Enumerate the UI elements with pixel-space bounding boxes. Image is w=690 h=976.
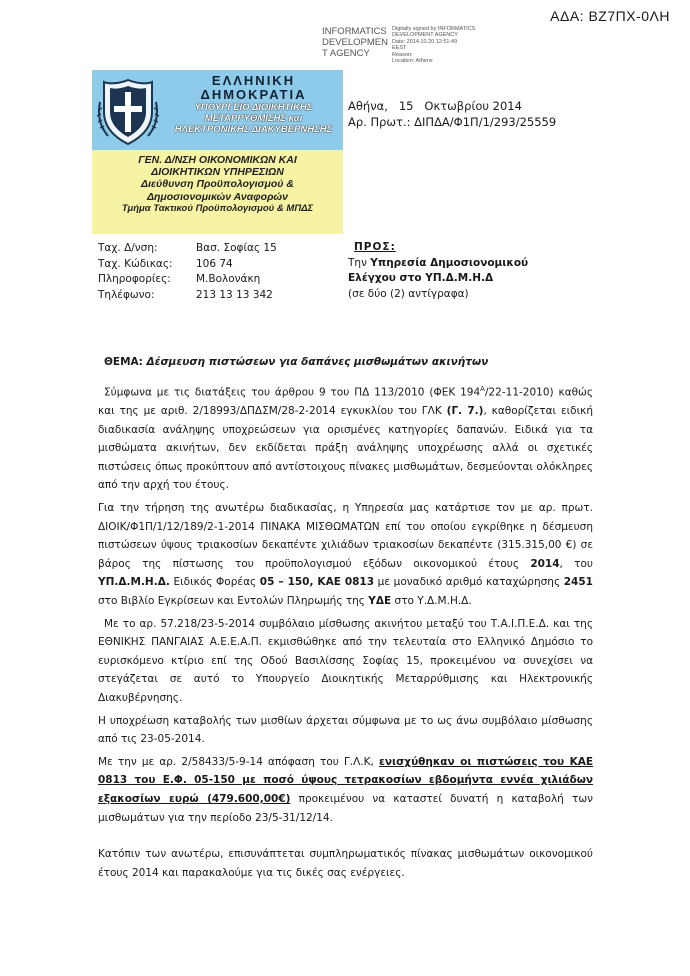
ministry-line: ΥΠΟΥΡΓΕΙΟ ΔΙΟΙΚΗΤΙΚΗΣ bbox=[194, 102, 313, 113]
contact-label: Ταχ. Κώδικας: bbox=[98, 257, 173, 270]
text-run: , του bbox=[559, 557, 594, 570]
department-line: Τμήμα Τακτικού Προϋπολογισμού & ΜΠΔΣ bbox=[121, 203, 314, 214]
contact-row bbox=[98, 257, 277, 273]
recipient-prefix: Την bbox=[348, 256, 371, 269]
contact-label: Πληροφορίες: bbox=[98, 273, 171, 285]
contact-row bbox=[98, 241, 277, 257]
signature-line: Digitally signed by INFORMATICS bbox=[392, 26, 476, 32]
letterhead-directorate bbox=[92, 154, 343, 215]
signature-line: Date: 2014.10.20 12:51:49 bbox=[392, 38, 458, 45]
contact-label: Τηλέφωνο: bbox=[98, 288, 155, 301]
contact-row bbox=[98, 272, 277, 288]
ministry-line: ΜΕΤΑΡΡΥΘΜΙΣΗΣ και bbox=[204, 113, 303, 124]
text-run-bold: 05 – 150, ΚΑΕ 0813 bbox=[259, 576, 375, 589]
contact-value: Βασ. Σοφίας 15 bbox=[196, 242, 277, 254]
directorate-line: ΔΙΟΙΚΗΤΙΚΩΝ ΥΠΗΡΕΣΙΩΝ bbox=[151, 166, 284, 178]
contact-value: 106 74 bbox=[196, 257, 233, 270]
contact-value: Μ.Βολονάκη bbox=[196, 273, 261, 285]
text-run: Με την με αρ. 2/58433/5-9-14 απόφαση του Γ.Λ.Κ, bbox=[98, 755, 380, 768]
country-line-1: ΕΛΛΗΝΙΚΗ bbox=[211, 73, 296, 88]
signature-line: EEST bbox=[392, 45, 407, 52]
sub-directorate-line: Δημοσιονομικών Αναφορών bbox=[146, 190, 289, 203]
text-run: Για την τήρηση της ανωτέρω διαδικασίας, η Υπηρεσία μας κατάρτισε τον με αρ. πρωτ. ΔΙΟΙΚ/Φ1Π/1/12/189/2-1-2014 ΠΙΝΑΚΑ ΜΙΣΘΩΜΑΤΩΝ επί του οποίου εγκρίθηκε η δέσμευση πιστώσεων ύψους τριακοσίων δεκαπέντε χιλιάδων τριακοσίων δεκαπέντε (315.315,00 €) σε βάρος της πίστωσης του προϋπολογισμού εξόδων οικονομικού έτους bbox=[98, 502, 593, 570]
text-run: προκειμένου να καταστεί δυνατή η καταβολή των μισθωμάτων για την περίοδο 23/5-31/12/14. bbox=[98, 792, 594, 824]
greek-coat-of-arms-icon bbox=[92, 72, 164, 150]
text-run-bold-underlined: ενισχύθηκαν οι πιστώσεις του ΚΑΕ 0813 του Ε.Φ. 05-150 με ποσό ύψους τετρακοσίων εβδομήντα εννέα χιλιάδων εξακοσίων ευρώ (479.600,00€) bbox=[98, 755, 593, 805]
recipient-block bbox=[348, 240, 528, 302]
directorate-line: ΓΕΝ. Δ/ΝΣΗ ΟΙΚΟΝΟΜΙΚΩΝ ΚΑΙ bbox=[138, 154, 297, 166]
text-run-bold: ΥΔΕ bbox=[368, 595, 392, 608]
text-run: , καθορίζεται ειδική διαδικασία ανάληψης υποχρεώσεων για ορισμένες κατηγορίες δαπανών. Ειδικά για τα μισθώματα ακινήτων, δεν εκδίδεται πράξη ανάληψης υποχρέωσης αλλά οι σχετικές πιστώσεις όπως προκύπτουν από αντίστοιχους πίνακες μισθωμάτων, δεσμεύονται ολόκληρες από την αρχή του έτους. bbox=[98, 405, 593, 492]
protocol-number: Αρ. Πρωτ.: ΔΙΠΔΑ/Φ1Π/1/293/25559 bbox=[348, 115, 557, 129]
recipient-line: Ελέγχου στο ΥΠ.Δ.Μ.Η.Δ bbox=[348, 272, 494, 284]
paragraph bbox=[98, 499, 593, 611]
country-line-2: ΔΗΜΟΚΡΑΤΙΑ bbox=[200, 87, 307, 102]
signature-line: Reason: bbox=[392, 51, 413, 58]
subject-line bbox=[104, 356, 488, 368]
signature-line: Location: Athens bbox=[392, 58, 433, 65]
signature-organization: INFORMATICS DEVELOPMEN T AGENCY bbox=[322, 26, 388, 59]
text-run: στο Βιβλίο Εγκρίσεων και Εντολών Πληρωμής της bbox=[98, 595, 369, 608]
signature-line: DEVELOPMENT AGENCY bbox=[392, 32, 458, 39]
subject-label: ΘΕΜΑ: bbox=[104, 356, 147, 368]
text-run: στο Υ.Δ.Μ.Η.Δ. bbox=[391, 595, 472, 608]
contact-value: 213 13 13 342 bbox=[196, 288, 273, 301]
letterhead-country bbox=[164, 74, 343, 135]
subject-text: Δέσμευση πιστώσεων για δαπάνες μισθωμάτων ακινήτων bbox=[146, 356, 489, 368]
paragraph bbox=[98, 380, 593, 495]
contact-row bbox=[98, 288, 277, 304]
recipient-title: ΠΡΟΣ: bbox=[354, 241, 396, 253]
text-run: Σύμφωνα με τις διατάξεις του άρθρου 9 του ΠΔ 113/2010 (ΦΕΚ 194 bbox=[104, 386, 481, 399]
ada-code: ΑΔΑ: ΒΖ7ΠΧ-0ΛΗ bbox=[550, 8, 670, 24]
date-block bbox=[348, 98, 556, 130]
contact-block bbox=[98, 241, 277, 303]
superscript: Α bbox=[480, 385, 485, 393]
text-run-bold: 2451 bbox=[563, 576, 593, 589]
text-run-bold: ΥΠ.Δ.Μ.Η.Δ. bbox=[98, 576, 170, 589]
sub-directorate-line: Διεύθυνση Προϋπολογισμού & bbox=[141, 178, 294, 190]
ministry-line: ΗΛΕΚΤΡΟΝΙΚΗΣ ΔΙΑΚΥΒΕΡΝΗΣΗΣ bbox=[174, 124, 333, 135]
paragraph: Η υποχρέωση καταβολής των μισθίων άρχεται σύμφωνα με το ως άνω συμβόλαιο μίσθωσης από τις 23-05-2014. bbox=[98, 714, 593, 746]
text-run-bold: (Γ. 7.) bbox=[446, 405, 484, 418]
text-run: Ειδικός Φορέας bbox=[169, 576, 260, 589]
recipient-service: Υπηρεσία Δημοσιονομικού bbox=[370, 256, 529, 269]
text-run-bold: 2014 bbox=[530, 557, 560, 570]
recipient-copies: (σε δύο (2) αντίγραφα) bbox=[348, 287, 469, 300]
text-run: με μοναδικό αριθμό καταχώρησης bbox=[374, 576, 564, 589]
text-run: /22-11-2010) καθώς και της με αριθ. 2/18993/ΔΠΔΣΜ/28-2-2014 εγκυκλίου του ΓΛΚ bbox=[98, 386, 593, 418]
paragraph bbox=[98, 753, 593, 827]
paragraph: Κατόπιν των ανωτέρω, επισυνάπτεται συμπληρωματικός πίνακας μισθωμάτων οικονομικού έτους 2014 και παρακαλούμε για τις δικές σας ενέργειες. bbox=[98, 848, 593, 879]
document-date: Αθήνα, 15 Οκτωβρίου 2014 bbox=[348, 99, 522, 113]
recipient-line bbox=[348, 256, 528, 272]
paragraph: Με το αρ. 57.218/23-5-2014 συμβόλαιο μίσθωσης ακινήτου μεταξύ του Τ.Α.Ι.Π.Ε.Δ. και της ΕΘΝΙΚΗΣ ΠΑΝΓΑΙΑΣ Α.Ε.Ε.Α.Π. εκμισθώθηκε από την τελευταία στο Ελληνικό Δημόσιο το ευρισκόμενο κτίριο επί της Οδού Βασιλίσσης Σοφίας 15, προκειμένου να συνεχίσει να στεγάζεται σε αυτό το Υπουργείο Διοικητικής Μεταρρύθμισης και Ηλεκτρονικής Διακυβέρνησης. bbox=[98, 617, 593, 704]
signature-details bbox=[392, 26, 502, 64]
letter-body bbox=[98, 380, 593, 886]
contact-label: Ταχ. Δ/νση: bbox=[98, 242, 158, 254]
